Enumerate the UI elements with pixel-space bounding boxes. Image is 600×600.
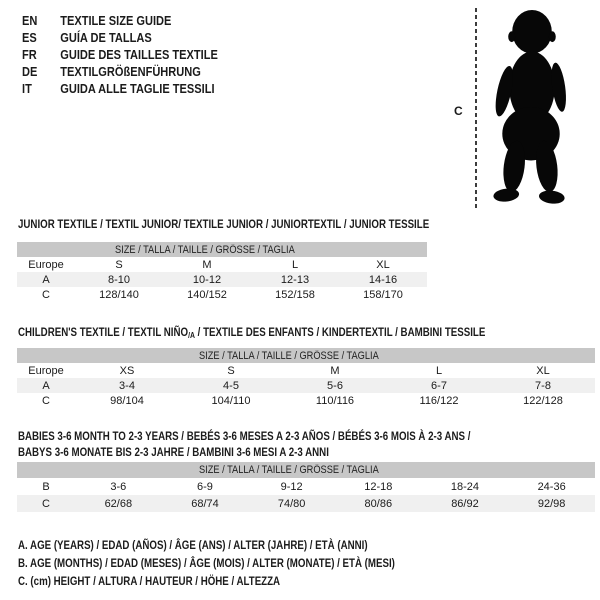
height-cell: 62/68 xyxy=(75,495,162,512)
height-cell: 92/98 xyxy=(508,495,595,512)
row-label-months: B xyxy=(42,480,50,493)
height-cell: 152/158 xyxy=(275,288,315,301)
height-cell: 98/104 xyxy=(110,394,144,407)
junior-size-table xyxy=(17,242,427,302)
subscript-a: /A xyxy=(188,330,195,340)
size-header-label: SIZE / TALLA / TAILLE / GRÖSSE / TAGLIA xyxy=(199,349,379,362)
size-header-label: SIZE / TALLA / TAILLE / GRÖSSE / TAGLIA xyxy=(115,243,295,256)
size-cell: XL xyxy=(376,258,390,271)
lang-title: GUIDA ALLE TAGLIE TESSILI xyxy=(60,81,215,96)
legend-line-c: C. (cm) HEIGHT / ALTURA / HAUTEUR / HÖHE / ALTEZZA xyxy=(18,574,281,588)
height-cell: 128/140 xyxy=(99,288,139,301)
row-label-height: C xyxy=(42,394,50,407)
size-cell: XS xyxy=(119,364,135,377)
age-cell: 14-16 xyxy=(339,272,427,287)
babies-table-title: BABIES 3-6 MONTH TO 2-3 YEARS / BEBÉS 3-6 MESES A 2-3 AÑOS / BÉBÉS 3-6 MOIS À 2-3 ANS / BABYS 3-6 MONATE BIS 2-3 JAHRE / BAMBINI 3-6 MESI A 2-3 ANNI xyxy=(18,429,471,459)
months-cell: 6-9 xyxy=(197,480,213,493)
row-label-europe: Europe xyxy=(28,258,64,271)
size-cell: M xyxy=(202,258,212,271)
language-title-list xyxy=(22,12,252,97)
months-cell: 3-6 xyxy=(110,480,127,493)
row-label-europe: Europe xyxy=(28,364,64,377)
months-cell: 9-12 xyxy=(280,480,303,493)
children-size-table xyxy=(17,348,595,408)
age-cell: 12-13 xyxy=(251,272,339,287)
size-cell: L xyxy=(291,258,299,271)
row-label-age: A xyxy=(17,378,75,393)
baby-silhouette-icon xyxy=(487,8,577,206)
size-header-bar xyxy=(17,348,595,363)
height-cell: 74/80 xyxy=(248,495,335,512)
lang-row-it xyxy=(22,80,252,97)
height-cell: 80/86 xyxy=(335,495,422,512)
junior-table-title: JUNIOR TEXTILE / TEXTIL JUNIOR/ TEXTILE JUNIOR / JUNIORTEXTIL / JUNIOR TESSILE xyxy=(18,217,430,231)
height-cell: 116/122 xyxy=(419,394,459,407)
age-cell: 10-12 xyxy=(163,272,251,287)
row-label-height: C xyxy=(42,288,50,301)
lang-code: ES xyxy=(22,30,37,45)
lang-title: TEXTILE SIZE GUIDE xyxy=(60,13,172,28)
height-cell: 68/74 xyxy=(162,495,249,512)
height-cell: 140/152 xyxy=(187,288,227,301)
height-cell: 110/116 xyxy=(315,394,355,407)
height-measure-dashed-line xyxy=(475,8,477,208)
lang-title: TEXTILGRÖßENFÜHRUNG xyxy=(60,64,201,79)
lang-code: FR xyxy=(22,47,37,62)
size-header-bar xyxy=(17,462,595,478)
months-cell: 24-36 xyxy=(537,480,566,493)
height-cell: 158/170 xyxy=(363,288,403,301)
size-cell: M xyxy=(330,364,340,377)
age-cell: 3-4 xyxy=(75,378,179,393)
size-cell: XL xyxy=(536,364,550,377)
age-cell: 4-5 xyxy=(179,378,283,393)
height-cell: 86/92 xyxy=(422,495,509,512)
lang-code: IT xyxy=(22,81,32,96)
lang-code: DE xyxy=(22,64,38,79)
size-header-bar xyxy=(17,242,427,257)
age-cell: 5-6 xyxy=(283,378,387,393)
legend-line-a: A. AGE (YEARS) / EDAD (AÑOS) / ÂGE (ANS) / ALTER (JAHRE) / ETÀ (ANNI) xyxy=(18,538,368,552)
children-table-title: CHILDREN'S TEXTILE / TEXTIL NIÑO/A / TEXTILE DES ENFANTS / KINDERTEXTIL / BAMBINI TESSILE xyxy=(18,325,486,340)
lang-row-en xyxy=(22,12,252,29)
lang-code: EN xyxy=(22,13,38,28)
lang-row-es xyxy=(22,29,252,46)
lang-title: GUIDE DES TAILLES TEXTILE xyxy=(60,47,218,62)
legend-line-b: B. AGE (MONTHS) / EDAD (MESES) / ÂGE (MOIS) / ALTER (MONATE) / ETÀ (MESI) xyxy=(18,556,395,570)
size-cell: S xyxy=(115,258,123,271)
size-cell: S xyxy=(227,364,235,377)
size-header-label: SIZE / TALLA / TAILLE / GRÖSSE / TAGLIA xyxy=(199,464,379,476)
lang-row-fr xyxy=(22,46,252,63)
lang-title: GUÍA DE TALLAS xyxy=(60,30,152,45)
babies-size-table xyxy=(17,462,595,512)
age-cell: 8-10 xyxy=(75,272,163,287)
age-cell: 6-7 xyxy=(387,378,491,393)
age-cell: 7-8 xyxy=(491,378,595,393)
months-cell: 18-24 xyxy=(450,480,480,493)
height-measure-label: C xyxy=(454,104,463,118)
size-cell: L xyxy=(435,364,443,377)
lang-row-de xyxy=(22,63,252,80)
height-cell: 104/110 xyxy=(211,394,251,407)
height-cell: 122/128 xyxy=(523,394,563,407)
months-cell: 12-18 xyxy=(364,480,393,493)
legend xyxy=(18,536,483,590)
row-label-age: A xyxy=(17,272,75,287)
row-label-height: C xyxy=(17,495,75,512)
